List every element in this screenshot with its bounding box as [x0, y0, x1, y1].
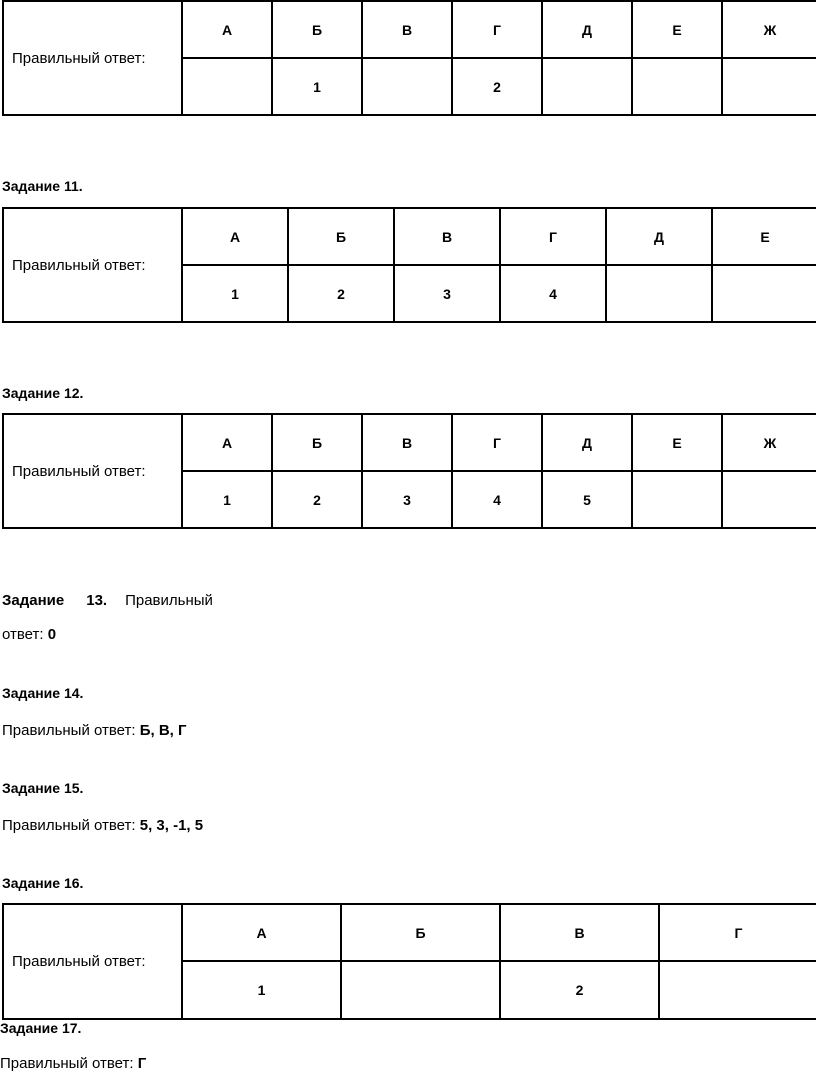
task-13-answer: 0: [47, 626, 57, 643]
task-13-heading-number: 13.: [86, 592, 108, 609]
header-cell: А: [182, 1, 272, 58]
task-13-heading-line: [2, 592, 213, 609]
task-16-heading: Задание 16.: [2, 875, 84, 891]
answer-cell: [632, 58, 722, 115]
header-cell: Б: [341, 904, 500, 961]
header-cell: Г: [500, 208, 606, 265]
task-15-answer-line: [2, 817, 203, 834]
answer-cell: [722, 471, 816, 528]
answer-table-task10: [2, 0, 816, 116]
task-12-heading: Задание 12.: [2, 385, 84, 401]
answer-cell: [362, 58, 452, 115]
answer-cell: 2: [500, 961, 659, 1019]
header-cell: В: [362, 414, 452, 471]
task-11-heading: Задание 11.: [2, 178, 83, 194]
answer-table-task11: [2, 207, 816, 323]
header-cell: Д: [606, 208, 712, 265]
answer-cell: [341, 961, 500, 1019]
header-cell: Е: [632, 1, 722, 58]
task-13-answer-line: [2, 626, 56, 643]
header-cell: А: [182, 414, 272, 471]
header-cell: Ж: [722, 414, 816, 471]
header-cell: Б: [272, 414, 362, 471]
answer-table-task16: [2, 903, 816, 1020]
answer-cell: [722, 58, 816, 115]
task-14-label: Правильный ответ:: [2, 722, 136, 739]
header-cell: Г: [659, 904, 816, 961]
answer-cell: 5: [542, 471, 632, 528]
header-cell: Г: [452, 414, 542, 471]
answer-cell: [542, 58, 632, 115]
task-15-label: Правильный ответ:: [2, 817, 136, 834]
answer-table-task12: [2, 413, 816, 529]
header-cell: Б: [272, 1, 362, 58]
task-17-answer: Г: [137, 1055, 147, 1072]
answer-cell: 3: [394, 265, 500, 322]
answer-cell: [182, 58, 272, 115]
task-15-heading: Задание 15.: [2, 780, 84, 796]
answer-label: Правильный ответ:: [3, 414, 182, 528]
header-cell: В: [500, 904, 659, 961]
task-17-label: Правильный ответ:: [0, 1055, 134, 1072]
answer-cell: 2: [272, 471, 362, 528]
answer-cell: [712, 265, 816, 322]
task-13-label-part2: ответ:: [2, 626, 44, 643]
answer-cell: 1: [182, 961, 341, 1019]
answer-cell: 1: [182, 265, 288, 322]
task-14-heading: Задание 14.: [2, 685, 84, 701]
answer-cell: 4: [452, 471, 542, 528]
answer-cell: 1: [182, 471, 272, 528]
header-cell: Д: [542, 414, 632, 471]
answer-cell: 2: [452, 58, 542, 115]
task-13-heading-word: Задание: [2, 592, 65, 609]
header-cell: Е: [632, 414, 722, 471]
answer-cell: [606, 265, 712, 322]
task-14-answer: Б, В, Г: [139, 722, 187, 739]
answer-label: Правильный ответ:: [3, 904, 182, 1019]
answer-label: Правильный ответ:: [3, 208, 182, 322]
answer-cell: [659, 961, 816, 1019]
header-cell: В: [362, 1, 452, 58]
answer-cell: 4: [500, 265, 606, 322]
header-cell: Г: [452, 1, 542, 58]
answer-cell: [632, 471, 722, 528]
header-cell: А: [182, 208, 288, 265]
task-14-answer-line: [2, 722, 187, 739]
header-cell: Д: [542, 1, 632, 58]
answer-cell: 3: [362, 471, 452, 528]
task-17-answer-line: [0, 1055, 146, 1072]
task-15-answer: 5, 3, -1, 5: [139, 817, 204, 834]
header-cell: Ж: [722, 1, 816, 58]
header-cell: В: [394, 208, 500, 265]
task-13-label-part1: Правильный: [125, 592, 213, 609]
header-cell: Б: [288, 208, 394, 265]
answer-label: Правильный ответ:: [3, 1, 182, 115]
header-cell: А: [182, 904, 341, 961]
answer-cell: 2: [288, 265, 394, 322]
header-cell: Е: [712, 208, 816, 265]
answer-cell: 1: [272, 58, 362, 115]
task-17-heading: Задание 17.: [0, 1020, 82, 1036]
